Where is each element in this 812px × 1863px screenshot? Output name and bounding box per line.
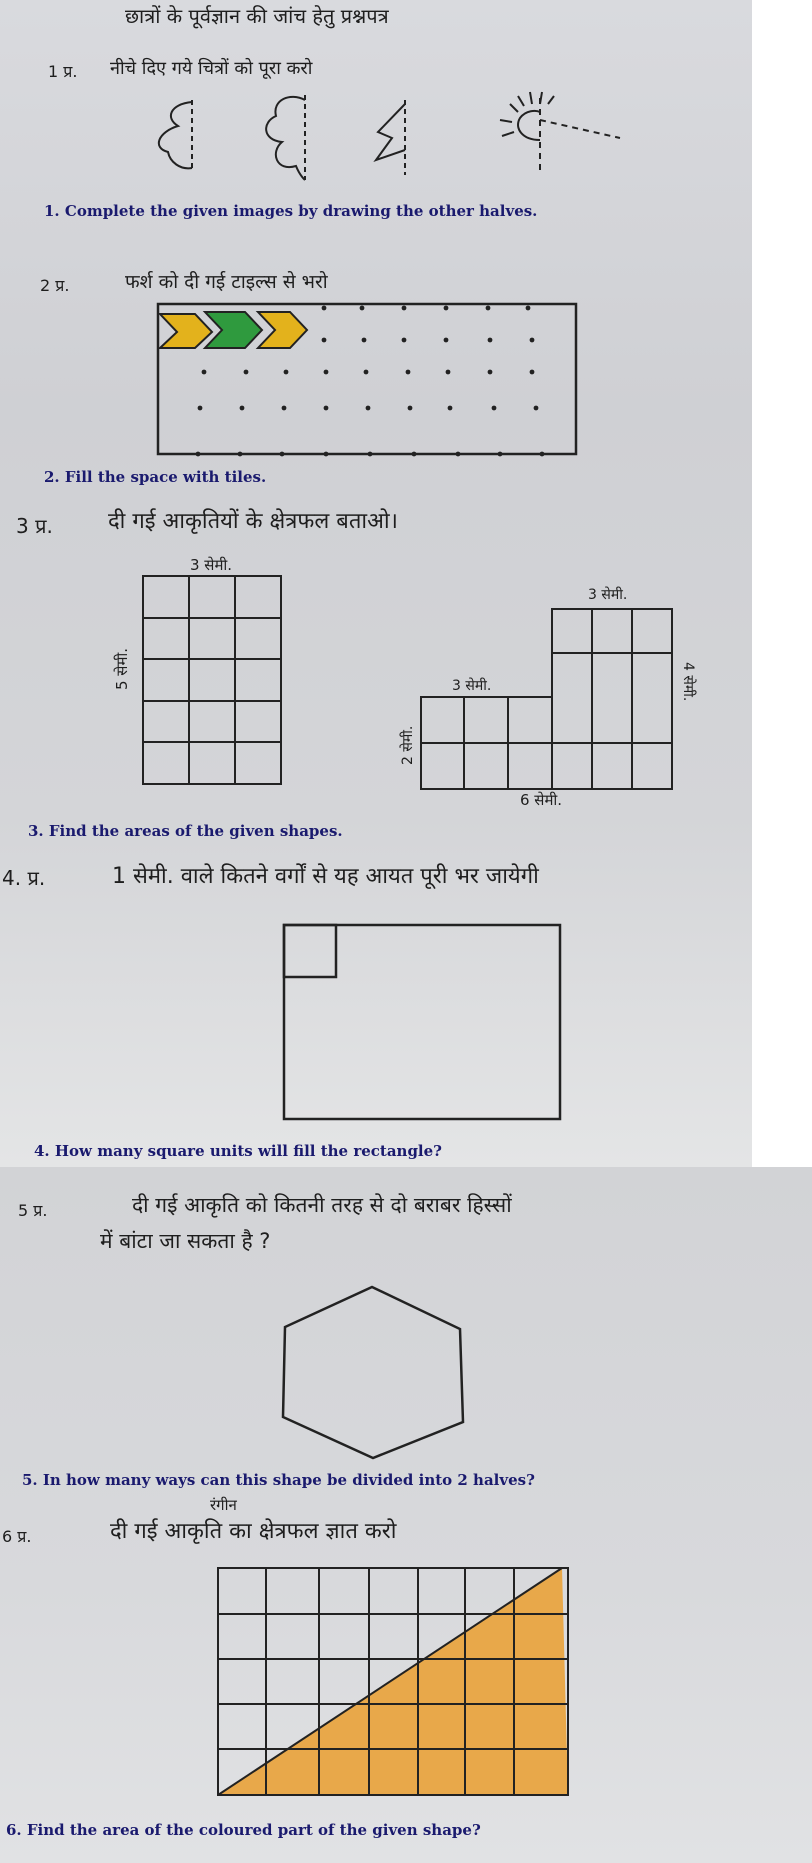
- q2-caption: 2. Fill the space with tiles.: [44, 468, 267, 486]
- q3-caption: 3. Find the areas of the given shapes.: [28, 822, 343, 840]
- big-rectangle: [284, 925, 560, 1119]
- shape1-side-label: 5 सेमी.: [113, 647, 131, 690]
- shape2-top-label: 3 सेमी.: [588, 587, 628, 603]
- shape2-step-label: 3 सेमी.: [452, 678, 492, 694]
- worksheet-page-2: [0, 1167, 812, 1863]
- q6-above-word: रंगीन: [210, 1496, 237, 1514]
- q2-label: 2 प्र.: [40, 276, 70, 295]
- q6-text: दी गई आकृति का क्षेत्रफल ज्ञात करो: [110, 1519, 397, 1544]
- q1-caption: 1. Complete the given images by drawing the other halves.: [44, 202, 538, 220]
- shape2-left-label: 2 सेमी.: [400, 725, 416, 765]
- q4-text: 1 सेमी. वाले कितने वर्गों से यह आयत पूरी भर जायेगी: [112, 864, 539, 889]
- q6-caption: 6. Find the area of the coloured part of the given shape?: [6, 1821, 481, 1839]
- unit-square: [284, 925, 336, 977]
- q3-label: 3 प्र.: [16, 514, 53, 538]
- q4-label: 4. प्र.: [2, 866, 46, 890]
- shape1-top-label: 3 सेमी.: [190, 556, 233, 574]
- q5-label: 5 प्र.: [18, 1201, 48, 1220]
- q3-text: दी गई आकृतियों के क्षेत्रफल बताओ।: [108, 509, 398, 534]
- q5-text-line1: दी गई आकृति को कितनी तरह से दो बराबर हिस्सों: [132, 1193, 512, 1217]
- shape2-bottom-label: 6 सेमी.: [520, 791, 563, 809]
- q6-grid-figure: [0, 1167, 812, 1827]
- q1-label: 1 प्र.: [48, 62, 78, 81]
- q5-caption: 5. In how many ways can this shape be divided into 2 halves?: [22, 1471, 535, 1489]
- q2-text: फर्श को दी गई टाइल्स से भरो: [125, 271, 328, 293]
- worksheet-title: छात्रों के पूर्वज्ञान की जांच हेतु प्रश्नपत्र: [125, 4, 389, 28]
- q4-caption: 4. How many square units will fill the rectangle?: [34, 1142, 442, 1160]
- q5-text-line2: में बांटा जा सकता है ?: [100, 1229, 271, 1253]
- q1-text: नीचे दिए गये चित्रों को पूरा करो: [110, 58, 313, 79]
- q6-label: 6 प्र.: [2, 1527, 32, 1546]
- shape2-right-label: 4 सेमी.: [680, 662, 696, 702]
